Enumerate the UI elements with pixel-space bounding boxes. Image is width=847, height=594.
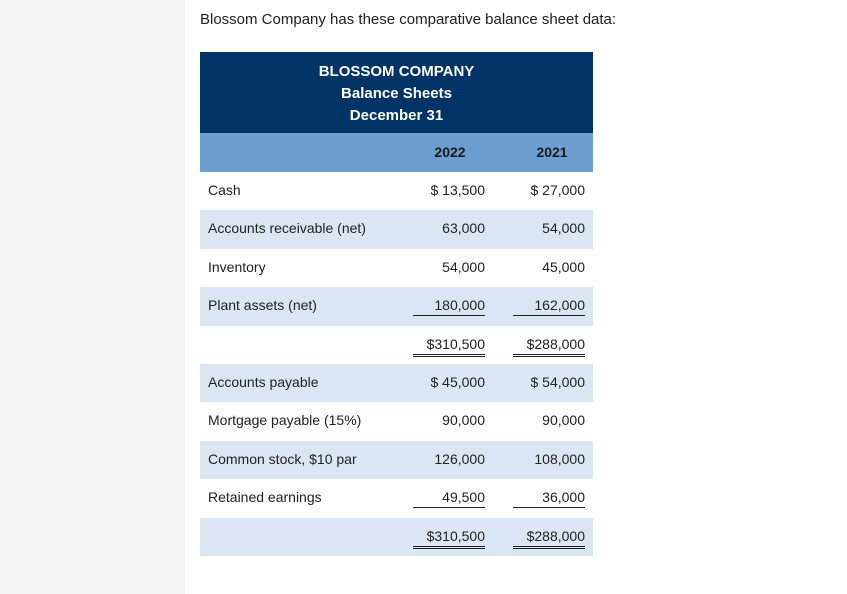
table-row-accounts-payable [200,364,593,402]
value-2022: 63,000 [442,220,485,237]
total-2021: $288,000 [513,336,585,357]
table-row-cash [200,172,593,210]
table-row-total-assets [200,326,593,364]
row-label: Mortgage payable (15%) [208,412,362,429]
left-margin-panel [0,0,185,594]
value-2022: 49,500 [413,489,485,508]
row-label: Accounts receivable (net) [208,220,366,237]
company-name: BLOSSOM COMPANY [318,63,475,80]
table-row-plant-assets [200,287,593,325]
value-2022: 90,000 [442,412,485,429]
table-row-retained-earnings [200,479,593,517]
row-label: Common stock, $10 par [208,450,357,467]
value-2022: 180,000 [413,297,485,316]
balance-sheet-table [200,52,593,556]
statement-name: Balance Sheets [341,85,452,102]
row-label: Retained earnings [208,489,322,506]
table-row-inventory [200,249,593,287]
value-2021: 36,000 [513,489,585,508]
statement-date: December 31 [349,107,444,124]
value-2021: 54,000 [542,220,585,237]
table-row-total-liabilities-equity [200,518,593,556]
total-2022: $310,500 [413,336,485,357]
table-row-mortgage-payable [200,402,593,440]
value-2022: 126,000 [434,450,485,467]
value-2022: 54,000 [442,258,485,275]
column-header-2021: 2021 [536,144,568,160]
value-2021: 45,000 [542,258,585,275]
table-row-accounts-receivable [200,210,593,248]
total-2021: $288,000 [513,528,585,549]
value-2021: 90,000 [542,412,585,429]
table-row-common-stock [200,441,593,479]
value-2022: $ 13,500 [430,182,485,198]
row-label: Accounts payable [208,373,319,390]
total-2022: $310,500 [413,528,485,549]
value-2021: 108,000 [534,450,585,467]
value-2021: $ 54,000 [530,373,585,390]
column-header-2022: 2022 [434,144,466,160]
column-header-row [200,133,593,172]
value-2021: 162,000 [513,297,585,316]
value-2021: $ 27,000 [530,182,585,198]
value-2022: $ 45,000 [430,373,485,390]
row-label: Cash [208,182,241,198]
row-label: Inventory [208,258,266,275]
table-title-block [200,52,593,133]
row-label: Plant assets (net) [208,297,317,314]
intro-text: Blossom Company has these comparative balance sheet data: [200,11,617,28]
